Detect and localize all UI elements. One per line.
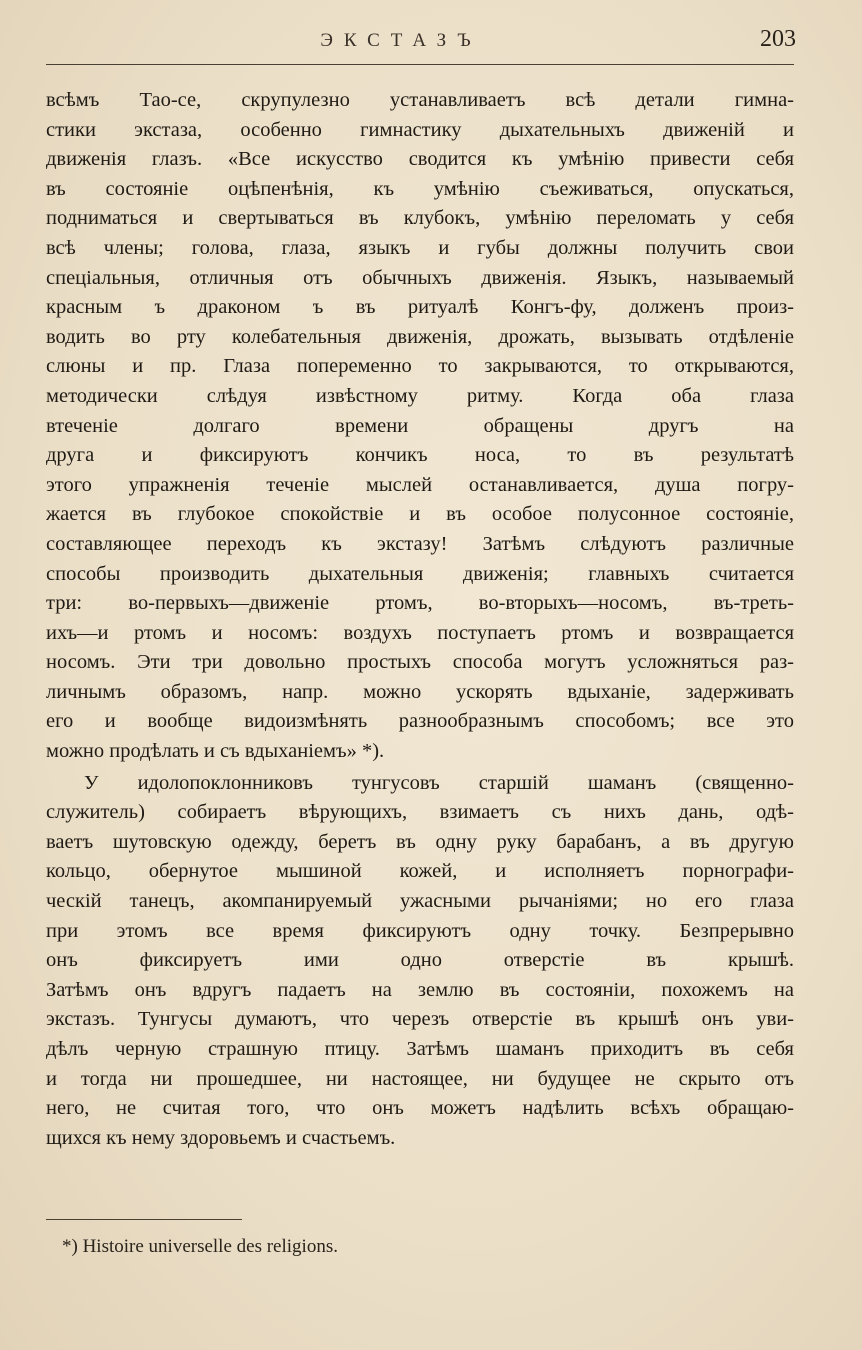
text-line: онъ фиксируетъ ими одно отверстіе въ крышѣ. (46, 949, 794, 972)
text-line: способы производить дыхательныя движенія; главныхъ считается (46, 562, 794, 585)
text-line: ческій танецъ, акомпанируемый ужасными рычаніями; но его глаза (46, 890, 794, 913)
text-line: всѣмъ Тао-се, скрупулезно устанавливаетъ всѣ детали гимна- (46, 89, 794, 111)
text-line: движенія глазъ. «Все искусство сводится къ умѣнію привести себя (46, 148, 794, 171)
text-line: при этомъ все время фиксируютъ одну точку. Безпрерывно (46, 919, 794, 942)
text-line: друга и фиксируютъ кончикъ носа, то въ результатѣ (46, 444, 794, 467)
body-text (46, 86, 794, 1153)
text-line: въ состояніе оцѣпенѣнія, къ умѣнію съеживаться, опускаться, (46, 177, 794, 200)
text-line: можно продѣлать и съ вдыханіемъ» *). (46, 740, 385, 763)
text-line: экстазъ. Тунгусы думаютъ, что черезъ отверстіе въ крышѣ онъ уви- (46, 1008, 794, 1031)
text-line: составляющее переходъ къ экстазу! Затѣмъ слѣдуютъ различные (46, 532, 794, 555)
text-line: методически слѣдуя извѣстному ритму. Когда оба глаза (46, 384, 794, 407)
text-line: подниматься и свертываться въ клубокъ, умѣнію переломать у себя (46, 207, 794, 230)
text-line: стики экстаза, особенно гимнастику дыхательныхъ движеній и (46, 118, 794, 141)
running-head (46, 26, 796, 60)
text-line: водить во рту колебательныя движенія, дрожать, вызывать отдѣленіе (46, 325, 794, 348)
text-line: щихся къ нему здоровьемъ и счастьемъ. (46, 1126, 396, 1149)
text-line: ихъ—и ртомъ и носомъ: воздухъ поступаетъ ртомъ и возвращается (46, 621, 794, 644)
text-line: три: во-первыхъ—движеніе ртомъ, во-вторыхъ—носомъ, въ-треть- (46, 592, 794, 615)
footnote-rule (46, 1219, 242, 1220)
footnote: *) Histoire universelle des religions. (62, 1236, 338, 1257)
text-line: личнымъ образомъ, напр. можно ускорять вдыханіе, задерживать (46, 680, 794, 703)
paragraph (46, 769, 794, 1154)
text-line: Затѣмъ онъ вдругъ падаетъ на землю въ состояніи, похожемъ на (46, 978, 794, 1001)
text-line: слюны и пр. Глаза попеременно то закрываются, то открываются, (46, 355, 794, 378)
text-line: красным ъ драконом ъ въ ритуалѣ Конгъ-фу, долженъ произ- (46, 296, 794, 319)
page-number: 203 (760, 26, 796, 52)
text-line: спеціальныя, отличныя отъ обычныхъ движенія. Языкъ, называемый (46, 266, 794, 289)
text-line: кольцо, обернутое мышиной кожей, и исполняетъ порнографи- (46, 860, 794, 883)
text-line: и тогда ни прошедшее, ни настоящее, ни будущее не скрыто отъ (46, 1067, 794, 1090)
running-title: ЭКСТАЗЪ (320, 30, 482, 51)
paragraph (46, 86, 794, 767)
text-line: служитель) собираетъ вѣрующихъ, взимаетъ съ нихъ дань, одѣ- (46, 801, 794, 824)
text-line: всѣ члены; голова, глаза, языкъ и губы должны получить свои (46, 236, 794, 259)
text-line: втеченіе долгаго времени обращены другъ на (46, 414, 794, 437)
text-line: ваетъ шутовскую одежду, беретъ въ одну руку барабанъ, а въ другую (46, 830, 794, 853)
text-line: него, не считая того, что онъ можетъ надѣлить всѣхъ обращаю- (46, 1097, 794, 1120)
text-line: дѣлъ черную страшную птицу. Затѣмъ шаманъ приходитъ въ себя (46, 1038, 794, 1060)
text-line: носомъ. Эти три довольно простыхъ способа могутъ усложняться раз- (46, 651, 794, 674)
header-rule (46, 64, 794, 65)
text-line: жается въ глубокое спокойствіе и въ особое полусонное состояніе, (46, 503, 794, 526)
text-line: этого упражненія теченіе мыслей останавливается, душа погру- (46, 473, 794, 496)
text-line: его и вообще видоизмѣнять разнообразнымъ способомъ; все это (46, 710, 794, 733)
text-line: У идолопоклонниковъ тунгусовъ старшій шаманъ (священно- (84, 771, 794, 794)
